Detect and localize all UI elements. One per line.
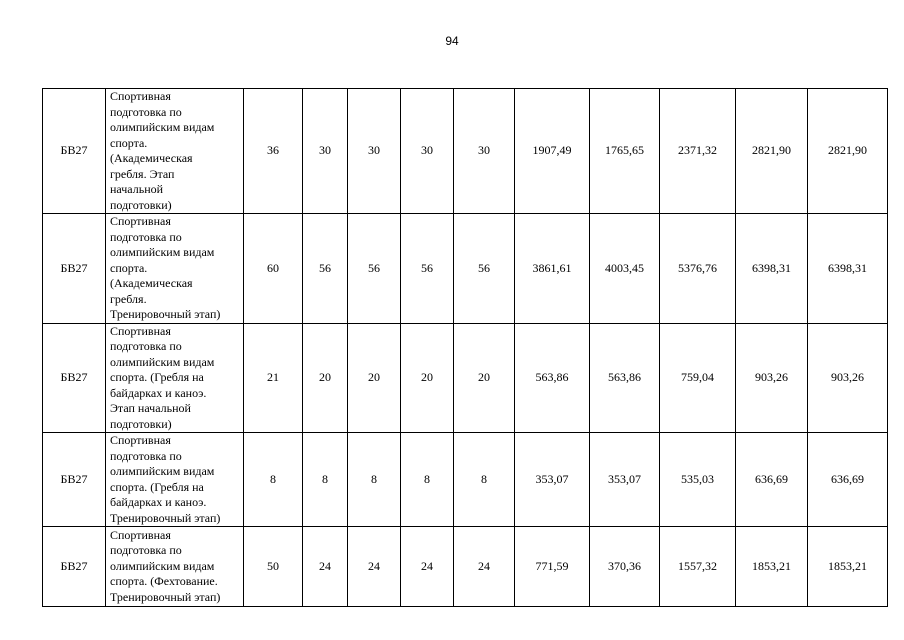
value-cell: 636,69 xyxy=(736,433,808,527)
row-code-cell: БВ27 xyxy=(43,527,106,607)
description-line: спорта. xyxy=(110,135,148,150)
value-cell: 30 xyxy=(401,89,454,214)
description-line: Этап начальной xyxy=(110,401,191,415)
description-line: байдарках и каноэ. xyxy=(110,385,207,400)
description-line: (Академическая xyxy=(110,276,193,290)
row-description-cell xyxy=(106,527,244,607)
description-line: Спортивная xyxy=(110,433,171,447)
value-cell: 24 xyxy=(303,527,348,607)
description-line: олимпийским видам xyxy=(110,245,215,259)
description-line: спорта. (Гребля на xyxy=(110,370,204,384)
description-line: подготовка по xyxy=(110,448,182,463)
value-cell: 20 xyxy=(348,323,401,433)
value-cell: 2371,32 xyxy=(660,89,736,214)
description-line: гребля. xyxy=(110,291,147,306)
description-line: спорта. xyxy=(110,260,148,275)
row-code-cell: БВ27 xyxy=(43,433,106,527)
description-line: Спортивная xyxy=(110,89,171,103)
description-line: подготовка по xyxy=(110,543,182,558)
page-number: 94 xyxy=(445,34,459,48)
value-cell: 36 xyxy=(244,89,303,214)
value-cell: 1853,21 xyxy=(736,527,808,607)
row-description-cell xyxy=(106,433,244,527)
value-cell: 771,59 xyxy=(515,527,590,607)
description-line: подготовка по xyxy=(110,104,182,119)
value-cell: 6398,31 xyxy=(808,214,888,324)
value-cell: 8 xyxy=(244,433,303,527)
value-cell: 353,07 xyxy=(515,433,590,527)
value-cell: 3861,61 xyxy=(515,214,590,324)
value-cell: 8 xyxy=(401,433,454,527)
value-cell: 24 xyxy=(401,527,454,607)
value-cell: 6398,31 xyxy=(736,214,808,324)
row-description-cell xyxy=(106,89,244,214)
description-line: Спортивная xyxy=(110,527,171,542)
value-cell: 1557,32 xyxy=(660,527,736,607)
value-cell: 903,26 xyxy=(736,323,808,433)
table-row xyxy=(43,323,888,433)
value-cell: 370,36 xyxy=(590,527,660,607)
description-line: олимпийским видам xyxy=(110,464,215,478)
value-cell: 1853,21 xyxy=(808,527,888,607)
value-cell: 56 xyxy=(454,214,515,324)
value-cell: 56 xyxy=(348,214,401,324)
description-line: Тренировочный этап) xyxy=(110,510,221,525)
row-code-cell: БВ27 xyxy=(43,89,106,214)
description-line: подготовки) xyxy=(110,416,172,431)
value-cell: 30 xyxy=(454,89,515,214)
description-line: спорта. (Фехтование. xyxy=(110,574,218,589)
description-line: Спортивная xyxy=(110,214,171,228)
value-cell: 1907,49 xyxy=(515,89,590,214)
table-body xyxy=(43,89,888,607)
value-cell: 56 xyxy=(303,214,348,324)
row-description-cell xyxy=(106,323,244,433)
value-cell: 563,86 xyxy=(590,323,660,433)
value-cell: 1765,65 xyxy=(590,89,660,214)
value-cell: 20 xyxy=(454,323,515,433)
value-cell: 4003,45 xyxy=(590,214,660,324)
description-line: Тренировочный этап) xyxy=(110,589,221,604)
value-cell: 24 xyxy=(454,527,515,607)
value-cell: 56 xyxy=(401,214,454,324)
description-line: олимпийским видам xyxy=(110,354,215,369)
value-cell: 759,04 xyxy=(660,323,736,433)
description-line: олимпийским видам xyxy=(110,120,215,134)
description-line: начальной xyxy=(110,182,164,196)
row-code-cell: БВ27 xyxy=(43,214,106,324)
table-row xyxy=(43,433,888,527)
row-description-cell xyxy=(106,214,244,324)
value-cell: 21 xyxy=(244,323,303,433)
value-cell: 20 xyxy=(401,323,454,433)
description-line: Спортивная xyxy=(110,323,171,338)
value-cell: 8 xyxy=(303,433,348,527)
value-cell: 5376,76 xyxy=(660,214,736,324)
value-cell: 24 xyxy=(348,527,401,607)
value-cell: 8 xyxy=(348,433,401,527)
table-row xyxy=(43,214,888,324)
value-cell: 30 xyxy=(348,89,401,214)
row-code-cell: БВ27 xyxy=(43,323,106,433)
value-cell: 50 xyxy=(244,527,303,607)
value-cell: 636,69 xyxy=(808,433,888,527)
description-line: Тренировочный этап) xyxy=(110,307,221,321)
value-cell: 563,86 xyxy=(515,323,590,433)
description-line: подготовка по xyxy=(110,229,182,244)
value-cell: 353,07 xyxy=(590,433,660,527)
value-cell: 2821,90 xyxy=(736,89,808,214)
value-cell: 30 xyxy=(303,89,348,214)
description-line: олимпийским видам xyxy=(110,558,215,573)
table-row xyxy=(43,527,888,607)
value-cell: 60 xyxy=(244,214,303,324)
services-table xyxy=(42,88,888,607)
table-row xyxy=(43,89,888,214)
description-line: (Академическая xyxy=(110,151,193,165)
value-cell: 2821,90 xyxy=(808,89,888,214)
value-cell: 20 xyxy=(303,323,348,433)
description-line: спорта. (Гребля на xyxy=(110,479,204,494)
value-cell: 903,26 xyxy=(808,323,888,433)
description-line: гребля. Этап xyxy=(110,166,175,181)
value-cell: 535,03 xyxy=(660,433,736,527)
description-line: байдарках и каноэ. xyxy=(110,495,207,509)
description-line: подготовка по xyxy=(110,339,182,353)
value-cell: 8 xyxy=(454,433,515,527)
description-line: подготовки) xyxy=(110,197,172,212)
